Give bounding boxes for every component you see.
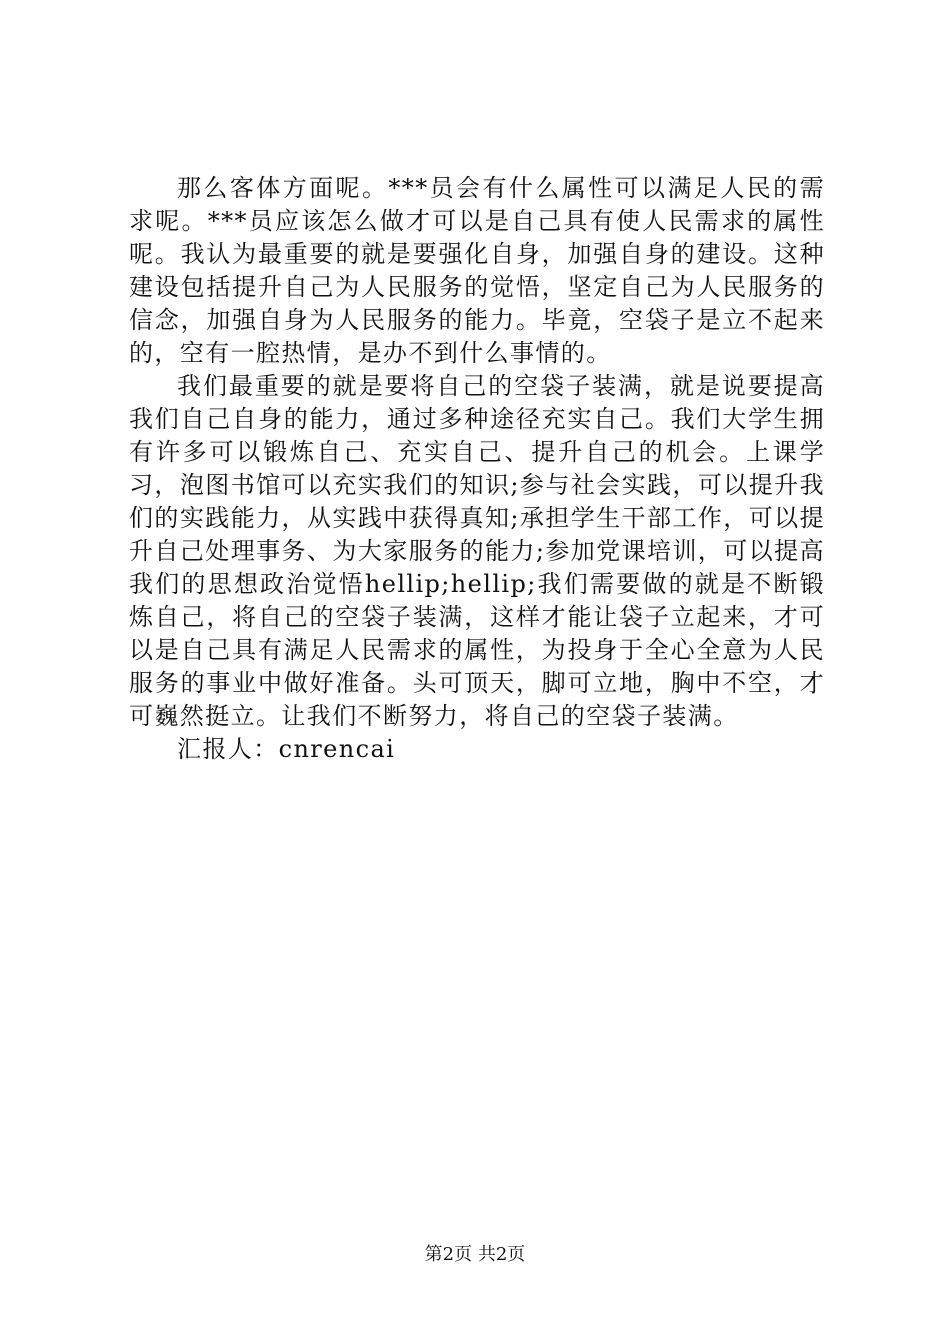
reporter-line: 汇报人：cnrencai (177, 735, 396, 763)
paragraph-fill-the-bag: 我们最重要的就是要将自己的空袋子装满，就是说要提高我们自己自身的能力，通过多种途径充实自己。我们大学生拥有许多可以锻炼自己、充实自己、提升自己的机会。上课学习，泡图书馆可以充实我们的知识;参与社会实践，可以提升我们的实践能力，从实践中获得真知;承担学生干部工作，可以提升自己处理事务、为大家服务的能力;参加党课培训，可以提高我们的思想政治觉悟hellip;hellip;我们需要做的就是不断锻炼自己，将自己的空袋子装满，这样才能让袋子立起来，才可以是自己具有满足人民需求的属性，为投身于全心全意为人民服务的事业中做好准备。头可顶天，脚可立地，胸中不空，才可巍然挺立。让我们不断努力，将自己的空袋子装满。 (129, 372, 825, 730)
paragraph-object-aspect: 那么客体方面呢。***员会有什么属性可以满足人民的需求呢。***员应该怎么做才可以是自己具有使人民需求的属性呢。我认为最重要的就是要强化自身，加强自身的建设。这种建设包括提升自己为人民服务的觉悟，坚定自己为人民服务的信念，加强自身为人民服务的能力。毕竟，空袋子是立不起来的，空有一腔热情，是办不到什么事情的。 (129, 174, 825, 367)
document-body (129, 172, 825, 766)
page-footer (0, 1243, 950, 1267)
page-number: 第2页 共2页 (424, 1244, 526, 1265)
